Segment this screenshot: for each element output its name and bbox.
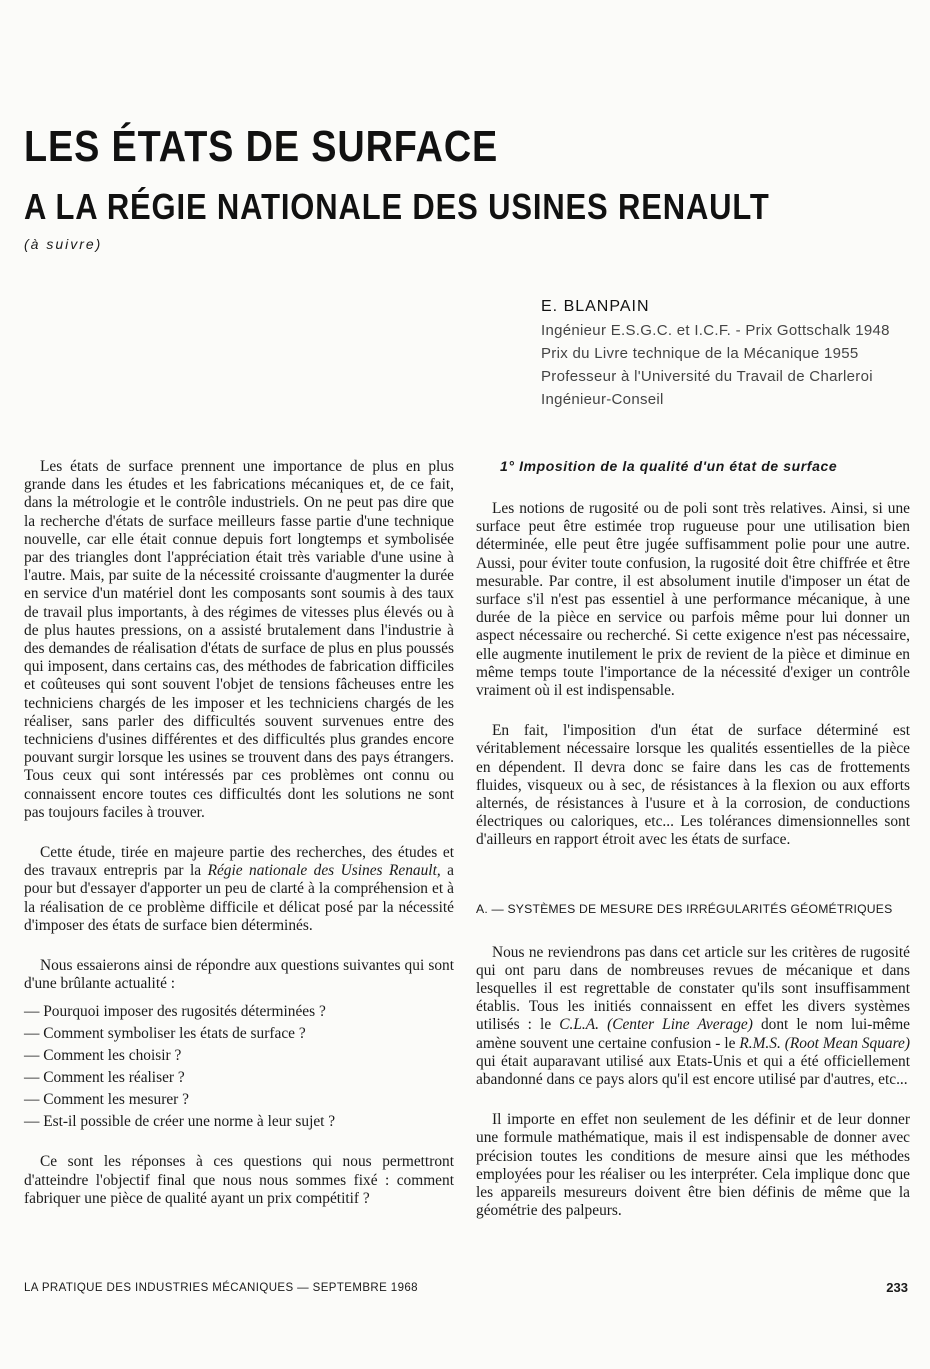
right-column bbox=[476, 458, 910, 1221]
intro-paragraph: Les états de surface prennent une importance de plus en plus grande dans les études et les fabrications mécaniques et, de ce fait, dans la métrologie et le contrôle industriels. On ne peut pas dire que la recherche d'états de surface meilleurs fasse partie d'une technique nouvelle, car elle était connue depuis fort longtemps et symbolisée par des triangles dont l'appréciation était très variable d'une usine à l'autre. Mais, par suite de la nécessité croissante d'augmenter la durée en service d'un matériel dont les composants sont soumis à des taux de travail plus importants, à des régimes de vitesses plus élevés ou à de plus hautes pressions, on a assisté brutalement dans l'industrie à des demandes de réalisation d'états de surface de plus en plus poussés qui imposent, dans certains cas, des méthodes de fabrication difficiles et coûteuses qui sont souvent l'objet de tensions fâcheuses entre les techniciens chargés de les imposer et les techniciens chargés de les réaliser, sans parler des difficultés souvent survenues entre des techniciens d'usines différentes et des difficultés plus grandes encore pouvant surgir lorsque les usines se trouvent dans des pays étrangers. Tous ceux qui sont intéressés par ces problèmes ont connu ou connaissent encore toutes ces difficultés dont les solutions ne sont pas toujours faciles à trouver. bbox=[24, 458, 454, 821]
author-credential: Prix du Livre technique de la Mécanique 1955 bbox=[541, 345, 859, 362]
page-number: 233 bbox=[886, 1280, 908, 1295]
conclusion-paragraph: Ce sont les réponses à ces questions qui nous permettront d'atteindre l'objectif final que nous nous sommes fixé : comment fabriquer une pièce de qualité ayant un prix compétitif ? bbox=[24, 1153, 454, 1207]
author-credential: Ingénieur E.S.G.C. et I.C.F. - Prix Gottschalk 1948 bbox=[541, 322, 890, 339]
study-paragraph bbox=[24, 844, 454, 935]
questions-list bbox=[24, 1001, 454, 1133]
text-span: Cette étude, tirée en majeure partie des recherches, des études et des travaux entrepris par la bbox=[24, 844, 454, 880]
section-a-paragraph bbox=[476, 944, 910, 1090]
list-item: — Est-il possible de créer une norme à leur sujet ? bbox=[24, 1113, 336, 1131]
list-item: — Pourquoi imposer des rugosités déterminées ? bbox=[24, 1003, 326, 1021]
section-heading-1: 1° Imposition de la qualité d'un état de surface bbox=[500, 458, 838, 474]
text-span: , a pour but d'essayer d'apporter un peu de clarté à la compréhension et à la réalisation de ce problème difficile et délicat posé par la nécessité d'imposer des états de surface bien déterminés. bbox=[24, 862, 454, 934]
author-name: E. BLANPAIN bbox=[541, 298, 650, 315]
article-subtitle: (à suivre) bbox=[24, 236, 103, 252]
section-1-paragraph: Les notions de rugosité ou de poli sont très relatives. Ainsi, si une surface peut être estimée trop rugueuse pour une utilisation bien déterminée, elle peut être jugée suffisamment polie pour une autre. Aussi, pour éviter toute confusion, la rugosité doit être chiffrée et être mesurable. Par contre, il est absolument inutile d'imposer un état de surface s'il n'est pas essentiel à une performance mécanique, à une durée de la pièce en service ou parfois même pour lui donner un aspect nécessaire ou recherché. Si cette exigence n'est pas nécessaire, elle augmente inutilement le prix de revient de la pièce et diminue en même temps toute l'importance de la nécessité d'exiger un contrôle vraiment où il est indispensable. bbox=[476, 500, 910, 700]
author-credential: Professeur à l'Université du Travail de Charleroi bbox=[541, 368, 873, 385]
text-span: qui était auparavant utilisé aux Etats-Unis et qui a été officiellement abandonné dans ce pays alors qu'il est encore utilisé par d'autres, etc... bbox=[476, 1052, 910, 1089]
article-title-line-1: LES ÉTATS DE SURFACE bbox=[24, 122, 499, 171]
article-title-line-2: A LA RÉGIE NATIONALE DES USINES RENAULT bbox=[24, 186, 770, 227]
list-item: — Comment les choisir ? bbox=[24, 1047, 182, 1065]
italic-span: C.L.A. (Center Line Average) bbox=[559, 1016, 753, 1034]
author-credential: Ingénieur-Conseil bbox=[541, 391, 664, 408]
italic-span: R.M.S. (Root Mean Square) bbox=[739, 1034, 910, 1052]
questions-intro-paragraph: Nous essaierons ainsi de répondre aux questions suivantes qui sont d'une brûlante actualité : bbox=[24, 957, 454, 993]
text-span: dont le nom lui-même amène souvent une certaine confusion - le bbox=[476, 1016, 911, 1052]
left-column bbox=[24, 458, 454, 1208]
italic-span: Régie nationale des Usines Renault bbox=[207, 862, 437, 880]
author-block bbox=[541, 298, 890, 411]
list-item: — Comment symboliser les états de surface ? bbox=[24, 1025, 306, 1043]
list-item: — Comment les mesurer ? bbox=[24, 1091, 189, 1109]
text-span: Nous ne reviendrons pas dans cet article sur les critères de rugosité qui ont paru dans de nombreuses revues de mécanique et dans lesquelles il est regrettable de constater qu'ils sont insuffisamment établis. Tous les initiés connaissent en effet les divers systèmes utilisés : le bbox=[476, 943, 910, 1034]
section-1-paragraph: En fait, l'imposition d'un état de surface déterminé est véritablement nécessaire lorsque les qualités essentielles de la pièce en dépendent. Il devra donc se faire dans les cas de frottements fluides, visqueux ou à sec, de résistances à la flexion ou aux efforts alternés, de résistances à l'usure et à la corrosion, de conductions électriques ou caloriques, etc... Les tolérances dimensionnelles sont d'ailleurs en rapport étroit avec les états de surface. bbox=[476, 722, 910, 849]
section-a-paragraph: Il importe en effet non seulement de les définir et de leur donner une formule mathématique, mais il est indispensable de donner avec précision toutes les conditions de mesure ainsi que les méthodes employées pour les réaliser ou les interpréter. Cela implique donc que les appareils mesureurs doivent être bien définis de même que la géométrie des palpeurs. bbox=[476, 1111, 910, 1220]
list-item: — Comment les réaliser ? bbox=[24, 1069, 185, 1087]
section-heading-a: A. — SYSTÈMES DE MESURE DES IRRÉGULARITÉS GÉOMÉTRIQUES bbox=[476, 901, 893, 916]
journal-footer: LA PRATIQUE DES INDUSTRIES MÉCANIQUES — SEPTEMBRE 1968 bbox=[24, 1282, 418, 1294]
